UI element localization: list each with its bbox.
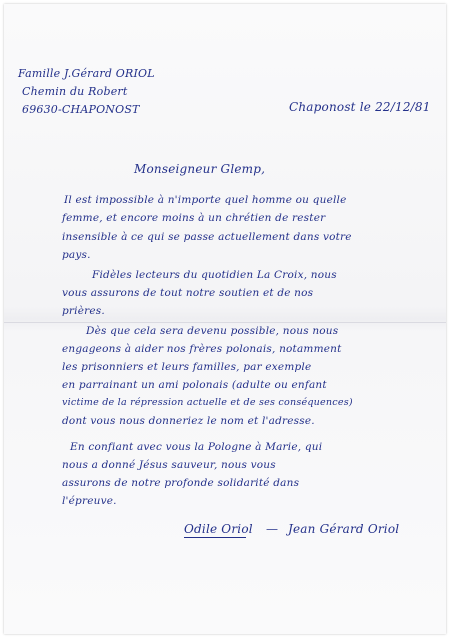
salutation: Monseigneur Glemp, (134, 162, 266, 176)
signature-jean-gerard: Jean Gérard Oriol (288, 522, 400, 536)
letter-page (4, 4, 446, 634)
body-line: engageons à aider nos frères polonais, notamment (62, 343, 342, 355)
body-line: l'épreuve. (62, 495, 117, 507)
sender-city: 69630-CHAPONOST (22, 103, 140, 116)
signature-underline (184, 537, 246, 538)
body-line: en parrainant un ami polonais (adulte ou enfant (62, 379, 327, 391)
body-line: En confiant avec vous la Pologne à Marie, qui (70, 441, 323, 453)
body-line: Dès que cela sera devenu possible, nous nous (86, 325, 339, 337)
sender-name: Famille J.Gérard ORIOL (18, 67, 155, 80)
body-line: dont vous nous donneriez le nom et l'adresse. (62, 415, 315, 427)
paper-fold (4, 322, 446, 323)
body-line: victime de la répression actuelle et de ses conséquences) (62, 397, 353, 408)
body-line: assurons de notre profonde solidarité dans (62, 477, 300, 489)
body-line: les prisonniers et leurs familles, par exemple (62, 361, 312, 373)
body-line: prières. (62, 305, 105, 317)
body-line: femme, et encore moins à un chrétien de rester (62, 212, 326, 224)
body-line: vous assurons de tout notre soutien et de nos (62, 287, 314, 299)
sender-street: Chemin du Robert (22, 85, 128, 98)
body-line: insensible à ce qui se passe actuellement dans votre (62, 231, 352, 243)
signature-separator: — (266, 522, 279, 536)
body-line: Fidèles lecteurs du quotidien La Croix, nous (92, 269, 337, 281)
body-line: Il est impossible à n'importe quel homme ou quelle (64, 194, 347, 206)
body-line: nous a donné Jésus sauveur, nous vous (62, 459, 276, 471)
place-date: Chaponost le 22/12/81 (289, 100, 431, 114)
signature-odile: Odile Oriol (184, 522, 253, 536)
body-line: pays. (62, 249, 91, 261)
